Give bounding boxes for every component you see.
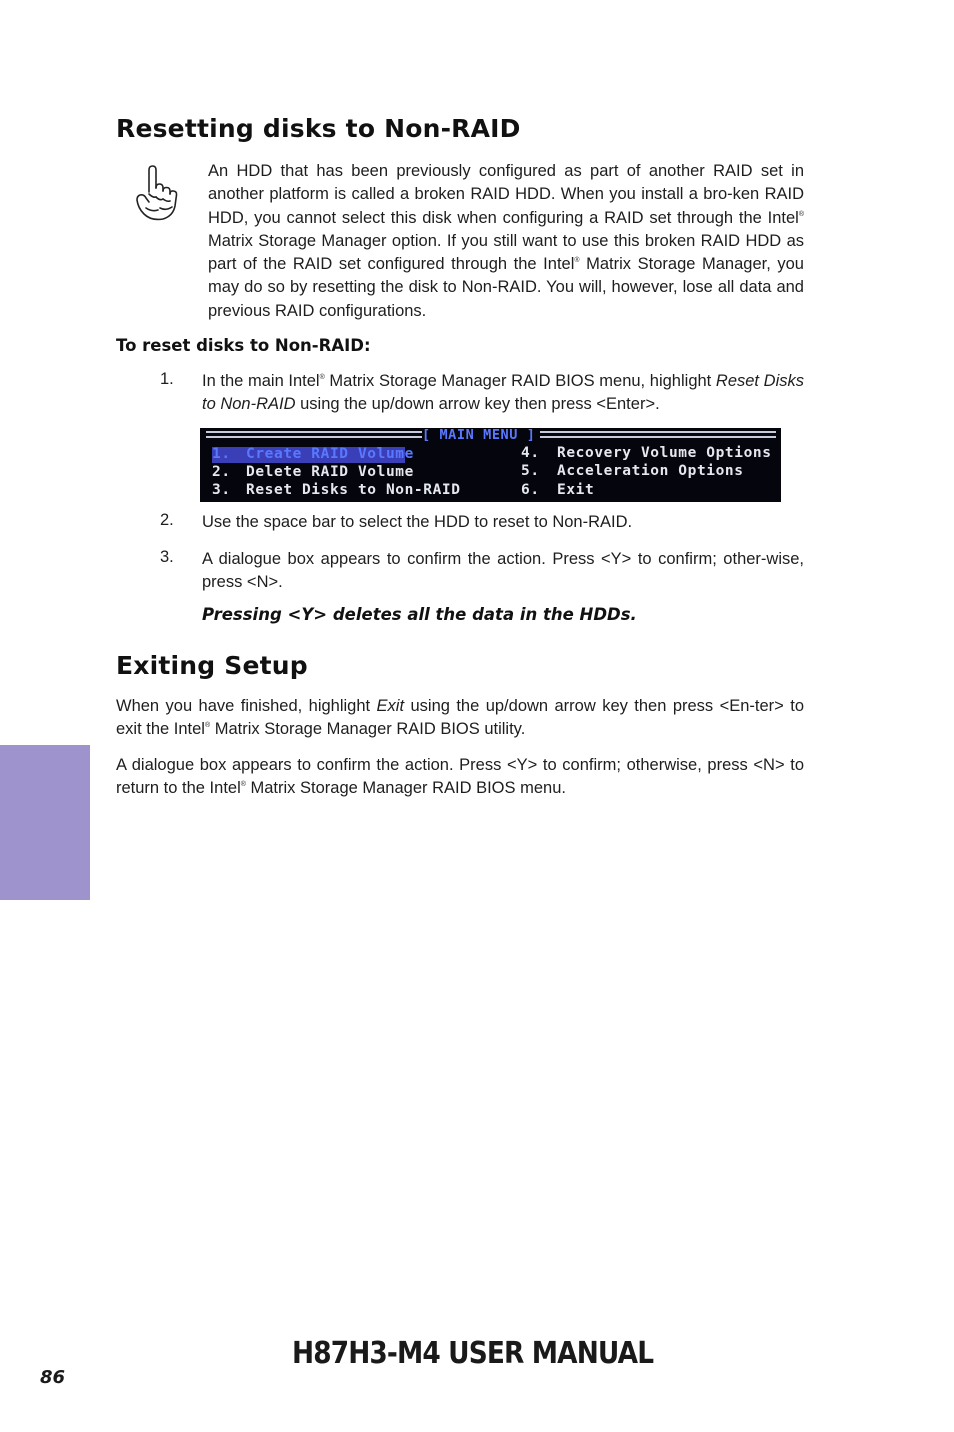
pointing-hand-icon — [134, 164, 182, 222]
bios-item-acceleration-options[interactable]: Acceleration Options — [557, 463, 744, 479]
bios-item-reset-disks-to-non-raid[interactable]: Reset Disks to Non-RAID — [246, 482, 461, 498]
bios-item-3-number[interactable]: 3. — [212, 482, 231, 498]
step-1-number: 1. — [160, 370, 174, 388]
bios-item-5-number[interactable]: 5. — [521, 463, 540, 479]
bios-menu-title: [ MAIN MENU ] — [422, 428, 536, 443]
bios-item-2-number[interactable]: 2. — [212, 464, 231, 480]
step-1-text-a: In the main Intel — [202, 372, 320, 390]
exit-paragraph-2 — [116, 754, 804, 801]
bios-item-4-number[interactable]: 4. — [521, 445, 540, 461]
registered-mark: ® — [240, 781, 246, 789]
section-title-exiting-setup: Exiting Setup — [116, 651, 308, 680]
exit-emphasis: Exit — [376, 697, 405, 715]
step-1-text — [202, 370, 804, 417]
bios-rule-left-bottom — [206, 436, 422, 438]
note-text-3: Matrix Storage Manager, you may do so by resetting the disk to Non-RAID. You will, however, lose all data and previous RAID configurations. — [208, 255, 804, 320]
step-1-text-b: Matrix Storage Manager RAID BIOS menu, highlight — [324, 372, 716, 390]
registered-mark: ® — [319, 374, 325, 381]
step-1-text-c: using the up/down arrow key then press <Enter>. — [295, 395, 660, 414]
bios-item-6-number[interactable]: 6. — [521, 482, 540, 498]
bios-rule-left-top — [206, 431, 422, 433]
bios-rule-right-bottom — [540, 436, 776, 438]
exit-paragraph-1 — [116, 695, 804, 742]
section-title-resetting: Resetting disks to Non-RAID — [116, 114, 521, 143]
bios-item-recovery-volume-options[interactable]: Recovery Volume Options — [557, 445, 772, 461]
exit-p2-b: Matrix Storage Manager RAID BIOS menu. — [245, 779, 566, 798]
bios-item-delete-raid-volume[interactable]: Delete RAID Volume — [246, 464, 414, 480]
step-2-text: Use the space bar to select the HDD to reset to Non-RAID. — [202, 513, 633, 531]
bios-item-exit[interactable]: Exit — [557, 482, 595, 498]
bios-item-1-number[interactable]: 1. — [212, 446, 231, 462]
page-number: 86 — [40, 1367, 66, 1388]
exit-p1-c: Matrix Storage Manager RAID BIOS utility. — [210, 720, 526, 739]
registered-mark: ® — [798, 210, 804, 218]
exit-p1-b: using the up/down arrow key then press <En-ter> to exit the Intel — [116, 697, 804, 739]
note-text-2: Matrix Storage Manager option. If you still want to use this broken RAID HDD as part of the RAID set configured through the Intel — [208, 231, 804, 274]
warning-text: Pressing <Y> deletes all the data in the HDDs. — [202, 605, 637, 624]
step-3-number: 3. — [160, 548, 174, 566]
subheading-reset-steps: To reset disks to Non-RAID: — [116, 336, 371, 355]
step-3-text: A dialogue box appears to confirm the action. Press <Y> to confirm; other-wise, press <N>. — [202, 550, 804, 592]
bios-item-create-raid-volume[interactable]: Create RAID Volume — [246, 446, 414, 462]
bios-rule-right-top — [540, 431, 776, 433]
exit-p1-a: When you have finished, highlight — [116, 697, 377, 715]
chapter-side-tab — [0, 745, 90, 900]
step-2-number: 2. — [160, 511, 174, 529]
registered-mark: ® — [574, 257, 580, 265]
registered-mark: ® — [204, 722, 211, 730]
step-1-emphasis: Reset Disks to Non-RAID — [202, 372, 804, 414]
note-paragraph — [208, 160, 804, 323]
exit-p2-a: A dialogue box appears to confirm the action. Press <Y> to confirm; otherwise, press <N> to return to the Intel — [116, 756, 804, 798]
manual-title-footer: H87H3-M4 USER MANUAL — [292, 1336, 654, 1371]
note-text-1: An HDD that has been previously configured as part of another RAID set in another platform is called a broken RAID HDD. When you install a bro-ken RAID HDD, you cannot select this disk when configuring a RAID set through the Intel — [208, 162, 804, 227]
bios-main-menu-screenshot — [200, 428, 781, 502]
